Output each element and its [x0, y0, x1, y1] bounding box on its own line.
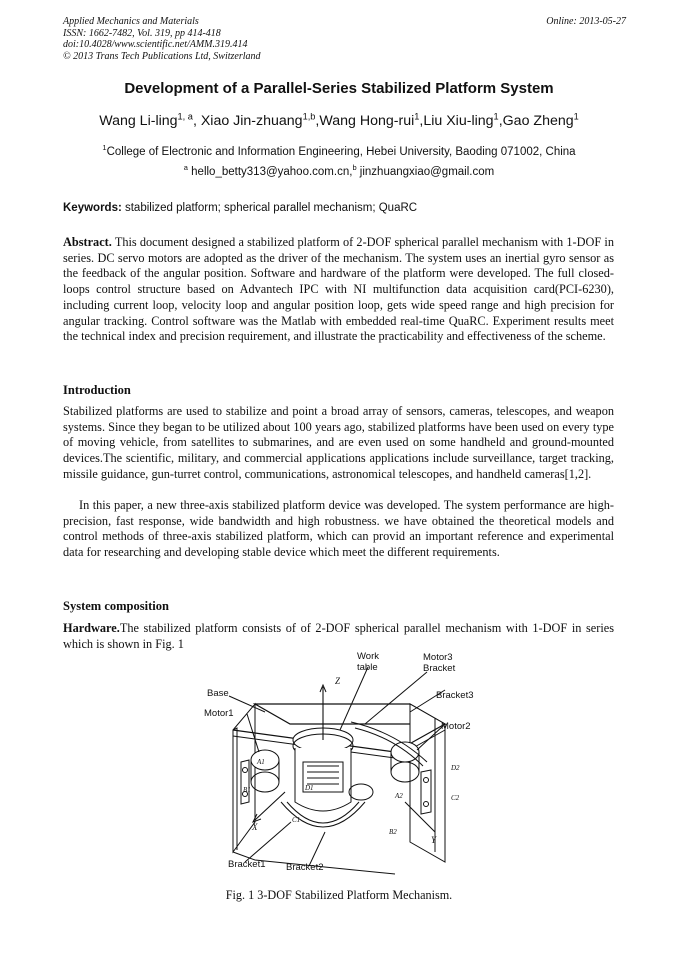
affiliation	[0, 143, 678, 158]
label-axis-y: Y	[431, 835, 437, 845]
author-name: Xiao Jin-zhuang	[200, 113, 303, 129]
label-b2: B2	[389, 828, 397, 836]
abstract-text: This document designed a stabilized platform of 2-DOF spherical parallel mechanism with 1-DOF in series. DC servo motors are adopted as the driver of the mechanism. The system uses an inertial gyro sensor as the feedback of the angular position. Software and hardware of the platform were developed. The full closed-loops control structure based on Advantech IPC with NI multifunction data acquisition card(PCI-6230), including current loop, velocity loop and angular position loop, gets wide speed range and high precision for angular tracking. Control software was the Matlab with embedded real-time QuaRC. Experiment results meet the technical index and precision requirement, and illustrate the practicability and effectiveness of the scheme.	[63, 235, 614, 344]
author-sup: 1, a	[177, 111, 193, 122]
label-bracket3: Bracket3	[436, 690, 474, 701]
label-motor3-bracket: Bracket	[423, 663, 456, 674]
email-a-sup: a	[183, 163, 188, 173]
affiliation-sup: 1	[102, 143, 107, 153]
affiliation-text: College of Electronic and Information Engineering, Hebei University, Baoding 071002, China	[106, 146, 576, 158]
author-name: Gao Zheng	[502, 113, 574, 129]
label-base: Base	[207, 688, 229, 699]
label-b1: B1	[243, 786, 251, 794]
email-b[interactable]: jinzhuangxiao@gmail.com	[356, 166, 495, 178]
label-d2: D2	[451, 764, 460, 772]
hardware-text: The stabilized platform consists of of 2-DOF spherical parallel mechanism with 1-DOF in series which is shown in Fig. 1	[63, 621, 614, 651]
email-a[interactable]: hello_betty313@yahoo.com.cn,	[187, 166, 353, 178]
label-work-table: Work	[357, 652, 379, 662]
email-line	[0, 163, 678, 178]
author-name: Wang Li-ling	[99, 113, 178, 129]
abstract-label: Abstract.	[63, 235, 112, 249]
label-c2: C2	[451, 794, 460, 802]
author-list: Wang Li-ling$^{1, a}$, Xiao Jin-zhuang$^{1,b}$,Wang Hong-rui$^1$,Liu Xiu-ling$^1$,Gao Zheng$^1$	[99, 111, 579, 129]
intro-paragraph-2: In this paper, a new three-axis stabilized platform device was developed. The system performance are high-precision, fast response, wide bandwidth and high robustness. we have obtained the theoretical models and control methods of three-axis stabilized platform, which can provid an important reference and experimental data for researching and developing stable device which meet the different requirements.	[63, 498, 614, 560]
journal-copyright: © 2013 Trans Tech Publications Ltd, Switzerland	[63, 50, 261, 62]
section-heading-system-composition: System composition	[63, 599, 169, 613]
keywords	[63, 202, 417, 214]
label-motor1: Motor1	[204, 708, 234, 719]
author-sup: 1	[493, 111, 499, 122]
hardware-label: Hardware.	[63, 621, 120, 635]
label-bracket1: Bracket1	[228, 859, 266, 870]
label-motor2: Motor2	[441, 721, 471, 732]
journal-info	[63, 16, 261, 62]
mechanism-drawing	[195, 652, 485, 882]
label-a2: A2	[395, 792, 403, 800]
keywords-label: Keywords:	[63, 202, 122, 214]
label-c1: C1	[292, 816, 301, 824]
label-axis-x: X	[252, 822, 258, 832]
email-b-sup: b	[352, 163, 357, 173]
label-axis-z: Z	[335, 676, 341, 686]
label-bracket2: Bracket2	[286, 862, 324, 873]
intro-paragraph-1: Stabilized platforms are used to stabilize and point a broad array of sensors, cameras, telescopes, and weapon systems. Since they began to be utilized about 100 years ago, stabilized platforms have been used on every type of moving vehicle, from satellites to submarines, and are even used on some handheld and ground-mounted devices.The scientific, military, and commercial applications applications include surveillance, target tracking, missile guidance, gun-turret control, communications, astronomical telescopes, and handheld cameras[1,2].	[63, 404, 614, 481]
author-name: Liu Xiu-ling	[423, 113, 494, 129]
label-d1: D1	[305, 784, 314, 792]
paper-title: Development of a Parallel-Series Stabilized Platform System	[124, 80, 554, 97]
online-date: Online: 2013-05-27	[546, 16, 626, 27]
journal-doi: doi:10.4028/www.scientific.net/AMM.319.414	[63, 39, 248, 51]
section-heading-introduction: Introduction	[63, 383, 131, 397]
figure-1	[195, 652, 485, 882]
journal-name: Applied Mechanics and Materials	[63, 16, 199, 27]
label-work-table-2: table	[357, 662, 378, 673]
journal-issn: ISSN: 1662-7482, Vol. 319, pp 414-418	[63, 27, 221, 39]
label-motor3: Motor3	[423, 652, 453, 663]
author-sup: 1	[414, 111, 420, 122]
author-sup: 1	[573, 111, 579, 122]
abstract	[63, 235, 614, 345]
author-sup: 1,b	[302, 111, 316, 122]
author-name: Wang Hong-rui	[319, 113, 415, 129]
hardware-paragraph	[63, 621, 614, 652]
label-a1: A1	[257, 758, 265, 766]
keywords-text: stabilized platform; spherical parallel mechanism; QuaRC	[121, 202, 418, 214]
figure-caption: Fig. 1 3-DOF Stabilized Platform Mechanism.	[225, 888, 453, 902]
